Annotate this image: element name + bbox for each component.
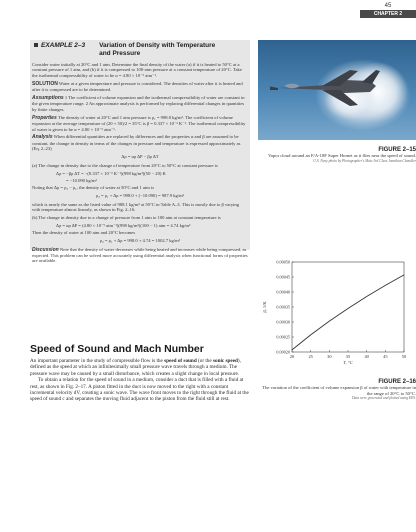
- discussion-label: Discussion: [32, 246, 59, 253]
- part-a-text: (a) The change in density due to the change of temperature from 20°C to 50°C at constant pressure is: [32, 162, 218, 168]
- equation-a1: Δρ = −βρ ΔT = −(0.337 × 10⁻³ K⁻¹)(998 kg/m³)(50 − 20) K: [56, 170, 166, 176]
- y-tick-label: 0.00030: [276, 319, 290, 325]
- example-heading: [34, 42, 246, 58]
- x-tick-label: 30: [327, 354, 332, 359]
- y-tick-label: 0.00045: [276, 274, 290, 280]
- plot-frame: [292, 262, 404, 352]
- properties-label: Properties: [32, 114, 57, 121]
- term-speed-of-sound: speed of sound: [164, 358, 197, 364]
- section-title: Speed of Sound and Mach Number: [30, 343, 204, 355]
- solution-label: SOLUTION: [32, 80, 58, 87]
- x-axis-label: T, °C: [343, 360, 353, 365]
- jet-vapor-cloud-photo: [258, 40, 416, 140]
- section-body: [30, 358, 250, 403]
- analysis-text: When differential quantities are replaced by differences and the properties α and β are assumed to be constant, the change in density in terms of the changes in pressure and temperature is expressed approximately as (Eq. 2–23): [32, 134, 241, 152]
- assumptions-label: Assumptions: [32, 95, 64, 102]
- figure-16-caption-text: The variation of the coefficient of volume expansion β of water with temperature in the range of 20°C to 50°C.: [262, 385, 416, 396]
- series-line-beta: [292, 275, 404, 350]
- x-tick-label: 45: [383, 354, 388, 359]
- y-tick-label: 0.00050: [276, 259, 290, 265]
- equation-main: Δρ = αρ ΔP − βρ ΔT: [121, 154, 159, 160]
- y-tick-label: 0.00035: [276, 304, 290, 310]
- example-title: Variation of Density with Temperature and Pressure: [99, 42, 216, 57]
- x-tick-label: 50: [401, 354, 407, 359]
- y-tick-label: 0.00040: [276, 289, 290, 295]
- figure-16-number: FIGURE 2–16: [378, 379, 416, 385]
- figure-16-caption: [258, 380, 416, 402]
- example-problem: Consider water initially at 20°C and 1 atm. Determine the final density of the water (a) if it is heated to 50°C at a constant pressure of 1 atm, and (b) if it is compressed to 100-atm pressure at a constant temperature of 20°C. Take the isothermal compressibility of water to be α = 4.80 × 10⁻⁵ atm⁻¹.: [32, 62, 242, 78]
- y-tick-label: 0.00025: [276, 334, 290, 340]
- example-solution: [32, 81, 248, 93]
- example-box: [30, 40, 250, 264]
- example-assumptions: [32, 95, 248, 112]
- chapter-label: CHAPTER 2: [360, 10, 416, 18]
- para1-text-a: An important parameter in the study of compressible flow is the: [30, 358, 165, 364]
- equation-a2: = −10.090 kg/m³: [66, 177, 97, 183]
- axis-ticks: [292, 262, 404, 352]
- figure-15-number: FIGURE 2–15: [378, 147, 416, 153]
- example-body: [32, 62, 248, 266]
- page-number: 45: [384, 3, 392, 9]
- properties-text: The density of water at 20°C and 1 atm pressure is ρ₁ = 998.0 kg/m³. The coefficient of volume expansion at the average temperature of (20 + 50)/2 = 35°C is β = 0.337 × 10⁻³ K⁻¹. The isothermal compressibility of water is given to be α = 4.80 × 10⁻⁵ atm⁻¹.: [32, 114, 246, 132]
- assumptions-text: 1 The coefficient of volume expansion and the isothermal compressibility of water are constant in the given temperature range. 2 An approximate analysis is performed by replacing differential changes in quantities by finite changes.: [32, 95, 245, 112]
- figure-16-source: Data were generated and plotted using EES.: [351, 396, 416, 401]
- x-tick-label: 35: [345, 354, 351, 359]
- example-properties: [32, 115, 248, 132]
- x-tick-label: 40: [364, 354, 369, 359]
- analysis-label: Analysis: [32, 134, 53, 141]
- x-tick-label: 25: [308, 354, 313, 359]
- note-a-text: Noting that Δρ = ρ₂ − ρ₁, the density of water at 50°C and 1 atm is: [32, 185, 154, 191]
- section-paragraph-1: [30, 358, 250, 377]
- figure-15-caption: [258, 148, 416, 164]
- figure-15-caption-text: Vapor cloud around an F/A-18F Super Hornet as it flies near the speed of sound.: [268, 153, 416, 159]
- y-tick-label: 0.00020: [276, 349, 290, 355]
- figure-15-source: U.S. Navy photo by Photographer's Mate 3rd Class Jonathan Chandler: [313, 158, 416, 163]
- para1-text-b: (or the: [196, 358, 213, 364]
- equation-a3: ρ₂ = ρ₁ + Δρ = 998.0 + (−10.090) = 987.9 kg/m³: [95, 193, 185, 199]
- section-paragraph-2: To obtain a relation for the speed of sound in a medium, consider a duct that is filled with a fluid at rest, as shown in Fig. 2–17. A piston fitted in the duct is now moved to the right with a constant incremental velocity dV, creating a sonic wave. The wave front moves to the right through the fluid at the speed of sound c and separates the moving fluid adjacent to the piston from the fluid still at rest.: [30, 377, 249, 403]
- jet-illustration: [258, 40, 416, 140]
- page-header: [0, 0, 416, 30]
- x-tick-label: 20: [289, 354, 295, 359]
- speed-of-sound-section: [30, 343, 250, 403]
- term-sonic-speed: sonic speed: [212, 358, 238, 364]
- comment-a-text: which is nearly the same as the listed value of 988.1 kg/m³ at 50°C in Table A–3. This is mostly due to β varying with temperature almost linearly, as shown in Fig. 2–16.: [32, 201, 240, 213]
- x-tick-labels: [290, 354, 407, 359]
- bullet-square-icon: [34, 43, 38, 47]
- part-b-text: (b) The change in density due to a change of pressure from 1 atm to 100 atm at constant temperature is: [32, 214, 221, 220]
- example-analysis: [32, 134, 248, 151]
- note-b-text: Then the density of water at 100 atm and 20°C becomes: [32, 230, 136, 236]
- equation-b2: ρ₂ = ρ₁ + Δρ = 998.0 + 4.74 = 1002.7 kg/m³: [99, 238, 181, 244]
- y-axis-label: β, 1/K: [262, 301, 267, 313]
- y-tick-labels: [276, 260, 290, 355]
- example-discussion: [32, 247, 248, 264]
- beta-temperature-chart: [262, 258, 412, 366]
- solution-text: Water at a given temperature and pressure is considered. The densities of water after it is heated and after it is compressed are to be determined.: [32, 80, 243, 93]
- para1-text-c: ), defined as the speed at which an infinitesimally small pressure wave travels through a medium. The pressure wave may be caused by a small disturbance, which creates a slight change in local pressure.: [30, 358, 241, 377]
- discussion-text: Note that the density of water decreases while being heated and increases while being compressed, as expected. This problem can be solved more accurately using differential analysis when functional forms of properties are available.: [32, 246, 248, 264]
- example-label: EXAMPLE 2–3: [41, 42, 86, 49]
- equation-b1: Δρ = αρ ΔP = (4.80 × 10⁻⁵ atm⁻¹)(998 kg/m³)(100 − 1) atm = 4.74 kg/m³: [56, 222, 191, 228]
